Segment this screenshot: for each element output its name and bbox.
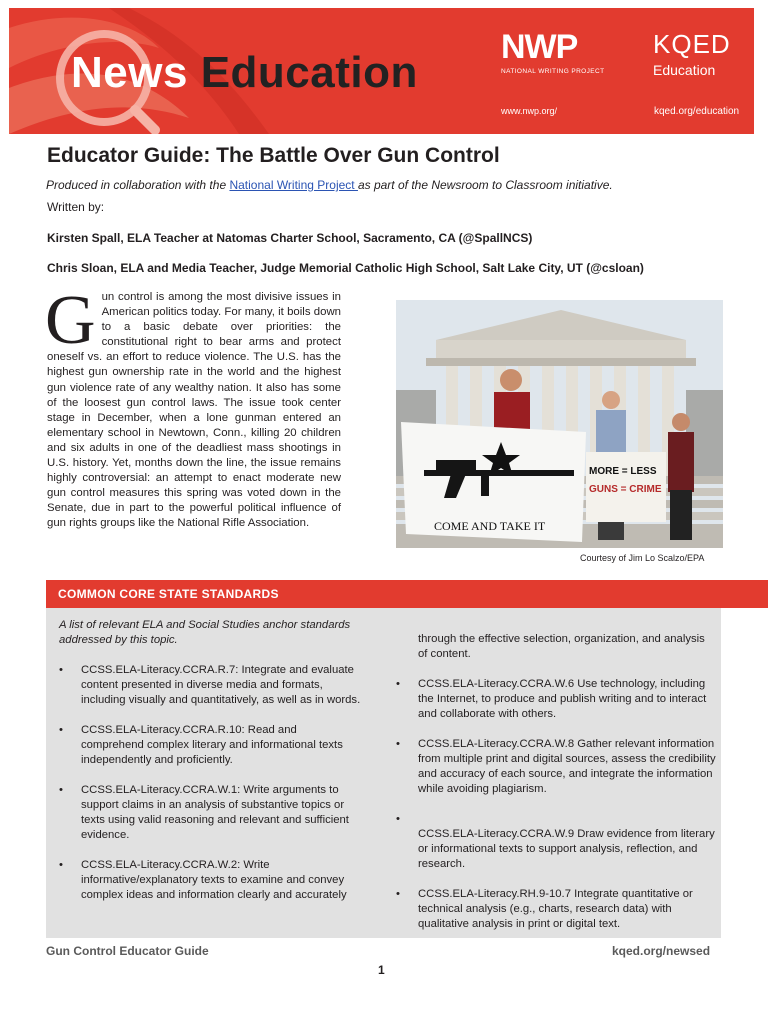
- photo-illustration: [396, 300, 723, 548]
- author-2: Chris Sloan, ELA and Media Teacher, Judge Memorial Catholic High School, Salt Lake City, UT (@csloan): [47, 261, 644, 275]
- page-number: 1: [378, 963, 385, 977]
- brand-title: [71, 48, 418, 98]
- empty-bullet: [396, 812, 716, 827]
- intro-before: Produced in collaboration with the: [46, 178, 230, 192]
- kqed-url[interactable]: kqed.org/education: [654, 106, 740, 117]
- kqed-sub: Education: [653, 62, 716, 78]
- standard-item: • CCSS.ELA-Literacy.CCRA.R.10: Read and comprehend complex literary and informational texts independently and proficiently.: [59, 723, 361, 768]
- written-by-label: Written by:: [47, 200, 105, 214]
- flag-text: COME AND TAKE IT: [434, 519, 546, 533]
- brand-news: News: [71, 48, 188, 97]
- article-text: un control is among the most divisive issues in American politics today. For many, it boils down to a basic debate over priorities: the constitutional right to bear arms and protect oneself vs. an effort to reduce violence. The U.S. has the highest gun ownership rate in the world and the highest gun violence rate of any wealthy nation. It also has some of the loosest gun control laws. The issue took center stage in December, when a lone gunman entered an elementary school in Newtown, Conn., killing 20 children and six adults in one of the deadliest mass shootings in U.S. history. Yet, months down the line, the issue remains highly controversial: an attempt to enact moderate new gun control measures this spring was voted down in the Senate, due in part to the powerful political influence of gun rights groups like the National Rifle Association.: [47, 291, 341, 530]
- drop-cap: G: [45, 282, 96, 359]
- kqed-mark: KQED: [653, 29, 731, 59]
- nwp-mark: NWP: [501, 28, 578, 66]
- standard-continuation: through the effective selection, organization, and analysis of content.: [418, 633, 705, 660]
- standards-left-column: [59, 618, 361, 918]
- brand-education: Education: [200, 48, 418, 97]
- nwp-name: NATIONAL WRITING PROJECT: [501, 68, 605, 75]
- standard-item: • CCSS.ELA-Literacy.CCRA.W.1: Write arguments to support claims in an analysis of substantive topics or texts using valid reasoning and relevant and sufficient evidence.: [59, 783, 361, 843]
- supreme-court-photo: [396, 300, 723, 548]
- header-banner: [9, 8, 754, 134]
- intro-line: [46, 178, 613, 192]
- sign-line-2: GUNS = CRIME: [589, 484, 662, 495]
- standard-item: CCSS.ELA-Literacy.CCRA.W.9 Draw evidence from literary or informational texts to support analysis, reflection, and research.: [418, 828, 715, 870]
- footer-guide-title: Gun Control Educator Guide: [46, 944, 209, 958]
- nwp-logo[interactable]: [501, 30, 611, 75]
- standard-item: • CCSS.ELA-Literacy.CCRA.W.2: Write informative/explanatory texts to examine and convey complex ideas and information clearly and accurately: [59, 858, 361, 903]
- kqed-logo[interactable]: [653, 30, 731, 78]
- nwp-link[interactable]: National Writing Project: [229, 178, 358, 192]
- author-1: Kirsten Spall, ELA Teacher at Natomas Charter School, Sacramento, CA (@SpallNCS): [47, 231, 533, 245]
- nwp-url[interactable]: www.nwp.org/: [501, 106, 558, 116]
- standard-item: • CCSS.ELA-Literacy.CCRA.R.7: Integrate and evaluate content presented in diverse media and formats, including visually and quantitatively, as well as in words.: [59, 663, 361, 708]
- standard-item: • CCSS.ELA-Literacy.CCRA.W.6 Use technology, including the Internet, to produce and publish writing and to interact and collaborate with others.: [396, 677, 716, 722]
- page-title: Educator Guide: The Battle Over Gun Control: [47, 144, 500, 167]
- standards-intro: A list of relevant ELA and Social Studies anchor standards addressed by this topic.: [59, 619, 351, 646]
- intro-after: as part of the Newsroom to Classroom initiative.: [357, 178, 613, 192]
- footer-url[interactable]: kqed.org/newsed: [612, 944, 711, 958]
- standard-item: • CCSS.ELA-Literacy.CCRA.W.8 Gather relevant information from multiple print and digital sources, assess the credibility and accuracy of each source, and integrate the information while avoiding plagiarism.: [396, 737, 716, 797]
- photo-credit: Courtesy of Jim Lo Scalzo/EPA: [580, 553, 705, 563]
- standards-heading: COMMON CORE STATE STANDARDS: [58, 587, 279, 601]
- standard-item: • CCSS.ELA-Literacy.RH.9-10.7 Integrate quantitative or technical analysis (e.g., charts, research data) with qualitative analysis in print or digital text.: [396, 887, 716, 932]
- sign-line-1: MORE = LESS: [589, 466, 657, 477]
- standards-right-column: [396, 632, 716, 947]
- standards-heading-bar: [46, 580, 768, 608]
- article-body: [45, 282, 341, 532]
